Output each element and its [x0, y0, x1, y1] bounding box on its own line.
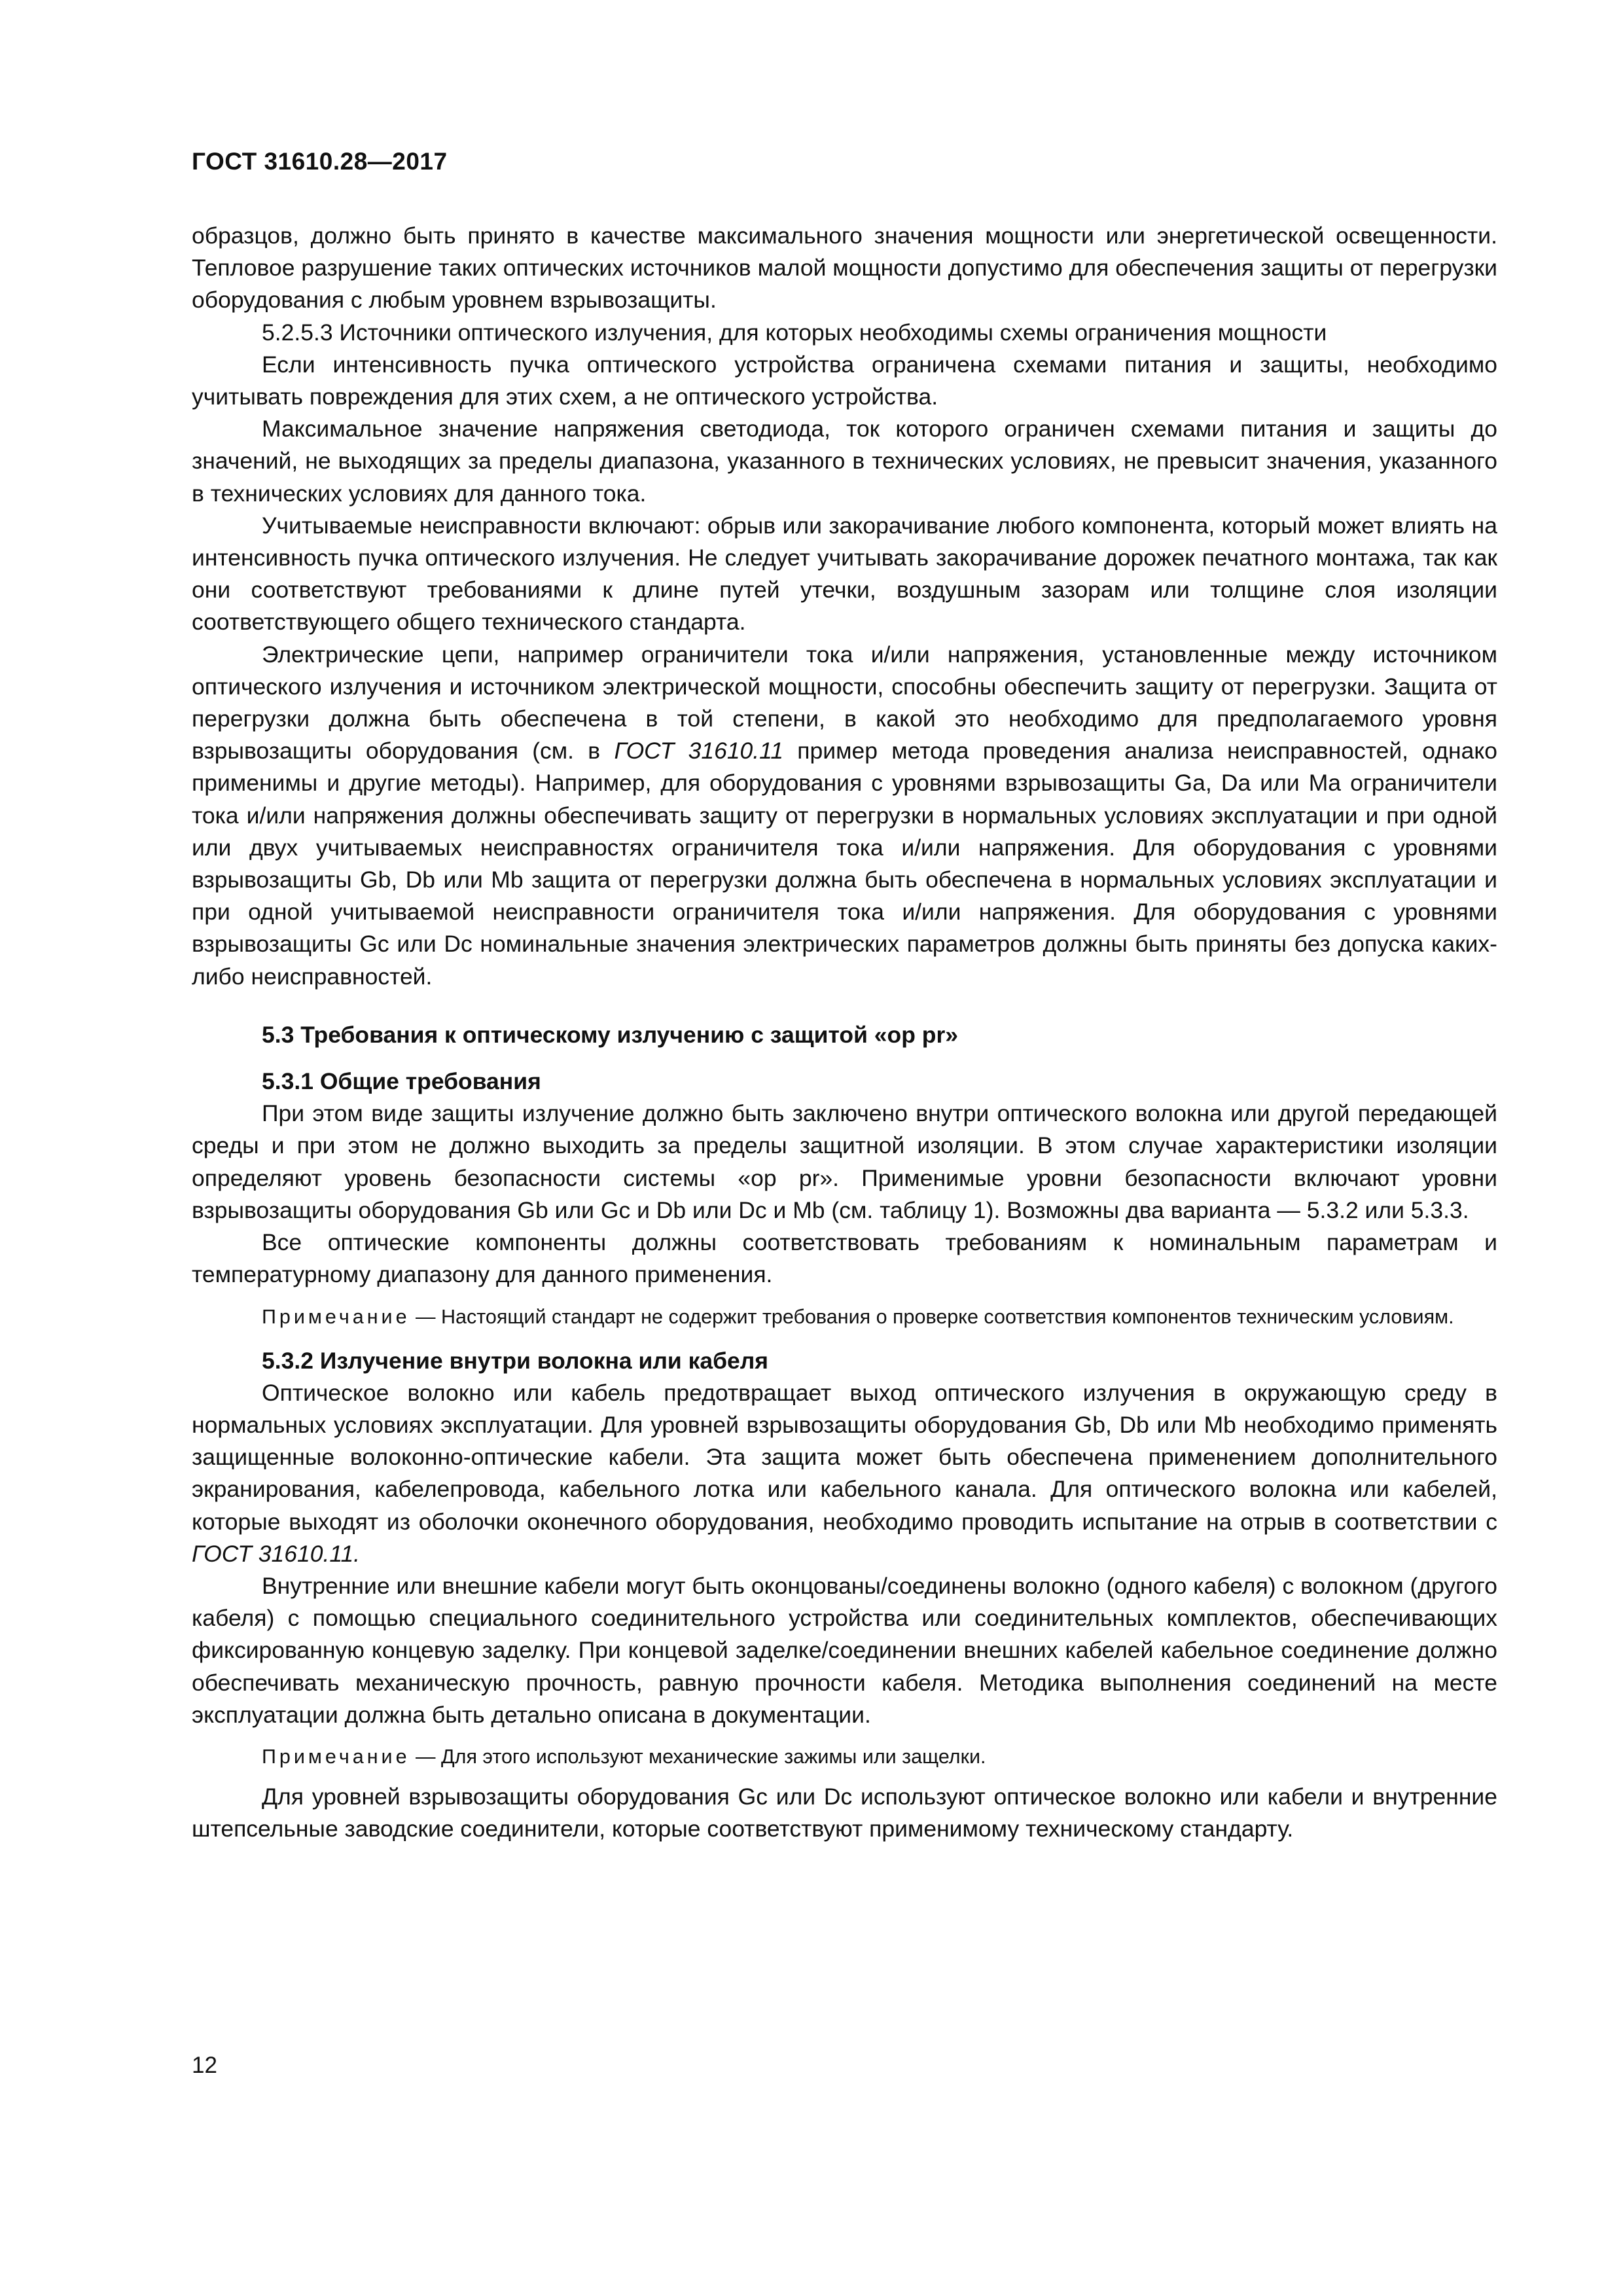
paragraph: Все оптические компоненты должны соответствовать требованиям к номинальным параметрам и температурному диапазону для данного применения.	[192, 1229, 1497, 1288]
note-label: Примечание	[262, 1745, 410, 1768]
paragraph-text: Электрические цепи, например ограничители тока и/или напряжения, установленные между источником оптического излучения и источником электрической мощности, способны обеспечить защиту от перегрузки. Защита от перегрузки должна быть обеспечена в той степени, в какой это необходимо для предполагаемого уровня взрывозащиты оборудования (см. в	[192, 641, 1497, 764]
note-label: Примечание	[262, 1305, 410, 1328]
section-heading-5-3-2: 5.3.2 Излучение внутри волокна или кабеля	[262, 1347, 769, 1374]
paragraph: Учитываемые неисправности включают: обрыв или закорачивание любого компонента, который может влиять на интенсивность пучка оптического излучения. Не следует учитывать закорачивание дорожек печатного монтажа, так как они соответствуют требованиями к длине путей утечки, воздушным зазорам или толщине слоя изоляции соответствующего общего технического стандарта.	[192, 512, 1497, 636]
page-number: 12	[192, 2053, 217, 2078]
note	[192, 1303, 1497, 1331]
paragraph: Если интенсивность пучка оптического устройства ограничена схемами питания и защиты, необходимо учитывать повреждения для этих схем, а не оптического устройства.	[192, 351, 1497, 410]
section-heading-5-3: 5.3 Требования к оптическому излучению с защитой «op pr»	[262, 1021, 959, 1048]
paragraph-text: пример метода проведения анализа неисправностей, однако применимы и другие методы). Например, для оборудования с уровнями взрывозащиты Ga, Da или Ma ограничители тока и/или напряжения должны обеспечивать защиту от перегрузки в нормальных условиях эксплуатации и при одной или двух учитываемых неисправностях ограничителя тока и/или напряжения. Для оборудования с уровнями взрывозащиты Gb, Db или Mb защита от перегрузки должна быть обеспечена в нормальных условиях эксплуатации и при одной учитываемой неисправности ограничителя тока и/или напряжения. Для оборудования с уровнями взрывозащиты Gc или Dc номинальные значения электрических параметров должны быть приняты без допуска каких-либо неисправностей.	[192, 738, 1498, 990]
note-text: — Для этого используют механические зажимы или защелки.	[410, 1745, 986, 1768]
paragraph: Для уровней взрывозащиты оборудования Gc или Dc используют оптическое волокно или кабели и внутренние штепсельные заводские соединители, которые соответствуют применимому техническому стандарту.	[192, 1783, 1497, 1842]
note-text: — Настоящий стандарт не содержит требования о проверке соответствия компонентов техническим условиям.	[410, 1305, 1454, 1328]
paragraph-electrical-circuits	[192, 639, 1497, 993]
paragraph-continuation: образцов, должно быть принято в качестве максимального значения мощности или энергетической освещенности. Тепловое разрушение таких оптических источников малой мощности допустимо для обеспечения защиты от перегрузки оборудования с любым уровнем взрывозащиты.	[192, 223, 1497, 314]
paragraph: Внутренние или внешние кабели могут быть оконцованы/соединены волокно (одного кабеля) с волокном (другого кабеля) с помощью специального соединительного устройства или соединительных комплектов, обеспечивающих фиксированную концевую заделку. При концевой заделке/соединении внешних кабелей кабельное соединение должно обеспечивать механическую прочность, равную прочности кабеля. Методика выполнения соединений на месте эксплуатации должна быть детально описана в документации.	[192, 1572, 1497, 1728]
paragraph-fiber-cable	[192, 1377, 1497, 1570]
page-body	[192, 220, 1497, 1845]
standard-reference: ГОСТ 31610.11	[614, 738, 784, 764]
paragraph: При этом виде защиты излучение должно быть заключено внутри оптического волокна или другой передающей среды и при этом не должно выходить за пределы защитной изоляции. В этом случае характеристики изоляции определяют уровень безопасности системы «op pr». Применимые уровни безопасности включают уровни взрывозащиты оборудования Gb или Gc и Db или Dc и Mb (см. таблицу 1). Возможны два варианта — 5.3.2 или 5.3.3.	[192, 1100, 1497, 1223]
note	[192, 1743, 1497, 1770]
section-heading-5-3-1: 5.3.1 Общие требования	[262, 1068, 541, 1095]
standard-header: ГОСТ 31610.28—2017	[192, 148, 448, 175]
clause-5-2-5-3-title: 5.2.5.3 Источники оптического излучения, для которых необходимы схемы ограничения мощности	[262, 319, 1327, 346]
standard-reference: ГОСТ 31610.11.	[192, 1540, 361, 1567]
paragraph-text: Оптическое волокно или кабель предотвращает выход оптического излучения в окружающую среду в нормальных условиях эксплуатации. Для уровней взрывозащиты оборудования Gb, Db или Mb необходимо применять защищенные волоконно-оптические кабели. Эта защита может быть обеспечена применением дополнительного экранирования, кабелепровода, кабельного лотка или кабельного канала. Для оптического волокна или кабелей, которые выходят из оболочки оконечного оборудования, необходимо проводить испытание на отрыв в соответствии с	[192, 1379, 1497, 1535]
paragraph: Максимальное значение напряжения светодиода, ток которого ограничен схемами питания и защиты до значений, не выходящих за пределы диапазона, указанного в технических условиях, не превысит значения, указанного в технических условиях для данного тока.	[192, 416, 1497, 507]
